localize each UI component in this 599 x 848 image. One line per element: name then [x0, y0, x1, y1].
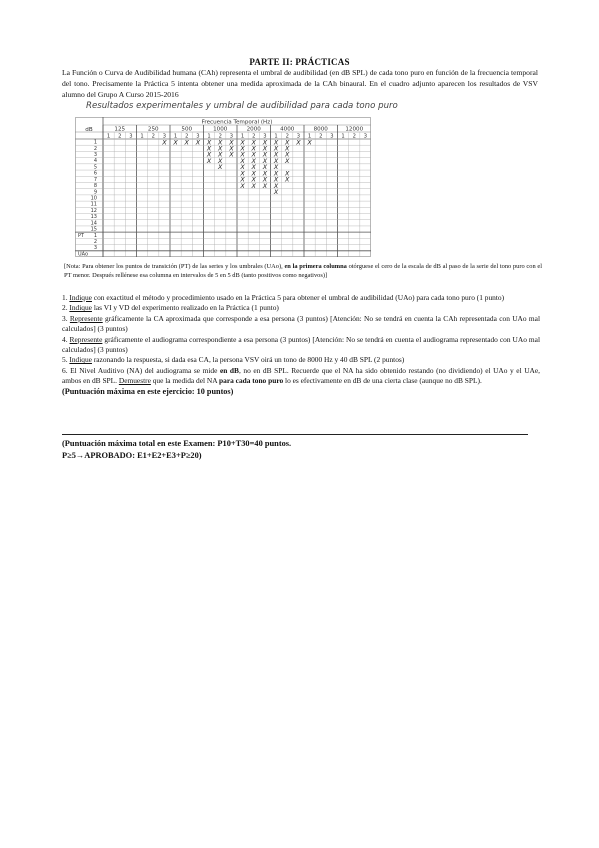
- response-mark: X: [251, 144, 256, 153]
- question-text: las VI y VD del experimento realizado en la Práctica (1 punto): [91, 303, 279, 313]
- frequency-label: 2000: [246, 126, 261, 133]
- frequency-label: 250: [147, 126, 159, 133]
- row-label: 3: [93, 152, 97, 159]
- intro-paragraph: La Función o Curva de Audibilidad humana (CAh) representa el umbral de audibilidad (en dB SPL) de cada tono puro en función de la frecuencia temporal del tono. Precisamente la Práctica 5 intenta obtener una medida aproximada de la CAh binaural. En el cuadro adjunto aparecen los resultados de VSV alumno del Grupo A Curso 2015-2016: [62, 68, 538, 100]
- series-number: 3: [330, 133, 334, 140]
- response-mark: X: [262, 144, 268, 153]
- footer-pass-rule: P≥5→APROBADO: E1+E2+E3+P≥20): [62, 451, 202, 460]
- response-mark: X: [229, 138, 234, 147]
- response-mark: X: [229, 150, 234, 159]
- response-mark: X: [206, 150, 212, 159]
- question-text: gráficamente la CA aproximada que corresponde a esa persona (3 puntos) [Atención: No se tendrá en cuenta la CAh representada con UAo mal calculados] (3 puntos): [62, 313, 540, 334]
- response-mark: X: [285, 156, 290, 165]
- response-mark: X: [262, 169, 268, 178]
- series-number: 2: [218, 133, 222, 140]
- question-1: [62, 293, 540, 303]
- series-number: 1: [207, 133, 211, 140]
- frequency-label: 500: [181, 126, 193, 133]
- response-mark: X: [273, 150, 279, 159]
- response-mark: X: [285, 138, 290, 147]
- response-mark: X: [273, 169, 279, 178]
- response-mark: X: [218, 163, 223, 172]
- series-number: 2: [118, 133, 122, 140]
- question-bold-text: en dB: [219, 365, 239, 375]
- series-number: 3: [196, 133, 200, 140]
- row-label: 7: [93, 176, 97, 183]
- row-label: 14: [90, 220, 97, 227]
- series-number: 1: [274, 133, 278, 140]
- question-verb: Indique: [69, 355, 92, 365]
- response-mark: X: [218, 144, 223, 153]
- question-text: gráficamente el audiograma correspondiente a esa persona (3 puntos) [Atención: No se tendrá en cuenta el audiograma representado con UAo mal calculados] (3 puntos): [62, 334, 541, 355]
- row-label: 2: [93, 238, 97, 245]
- frequency-label: 8000: [313, 126, 328, 133]
- response-mark: X: [184, 138, 189, 147]
- response-mark: X: [218, 150, 223, 159]
- response-mark: X: [240, 138, 245, 147]
- question-3: [62, 314, 540, 335]
- question-2: [62, 303, 540, 313]
- response-mark: X: [273, 187, 279, 196]
- row-label: 1: [93, 139, 97, 146]
- series-number: 3: [363, 133, 368, 140]
- question-number: 3.: [62, 313, 70, 323]
- question-verb: Indique: [69, 303, 92, 313]
- response-mark: X: [240, 181, 245, 190]
- response-mark: X: [285, 175, 290, 184]
- response-mark: X: [296, 138, 301, 147]
- response-mark: X: [307, 138, 312, 147]
- response-mark: X: [285, 169, 290, 178]
- frequency-label: 1000: [213, 126, 228, 133]
- response-mark: X: [251, 156, 256, 165]
- response-mark: X: [218, 156, 223, 165]
- results-table: [75, 117, 371, 257]
- figure-title: Resultados experimentales y umbral de audibilidad para cada tono puro: [86, 101, 398, 111]
- response-mark: X: [240, 175, 245, 184]
- question-text: razonando la respuesta, si dada esa CA, la persona VSV oirá un tono de 8000 Hz y 40 dB SPL (2 puntos): [91, 355, 405, 365]
- row-label: 12: [90, 207, 97, 214]
- response-mark: X: [273, 175, 279, 184]
- question-verb: Demuestre: [118, 376, 151, 386]
- note-text-end: otórguese el cero de la escala de dB al paso de la serie del tono puro con el PT menor. Después rellénese esa columna en intervalos de 5 en 5 dB (tanto positivos como negativos)]: [64, 263, 543, 279]
- response-mark: X: [162, 138, 167, 147]
- response-mark: X: [251, 169, 256, 178]
- series-number: 2: [319, 133, 323, 140]
- uao-label: UAo: [78, 251, 89, 257]
- footer-total-points: (Puntuación máxima total en este Examen: P10+T30=40 puntos.: [62, 439, 292, 448]
- row-label: 15: [90, 226, 97, 233]
- response-mark: X: [273, 156, 279, 165]
- question-5: [62, 355, 540, 365]
- question-4: [62, 335, 540, 356]
- frequency-label: 12000: [345, 126, 364, 133]
- row-label: 11: [90, 201, 97, 208]
- response-mark: X: [273, 181, 279, 190]
- response-mark: X: [262, 175, 268, 184]
- response-mark: X: [218, 138, 223, 147]
- divider-line: [62, 434, 528, 435]
- question-text: que la medida del NA: [150, 376, 220, 386]
- note-text-start: [Nota: Para obtener los puntos de transición (PT) de las series y los umbrales (UAo),: [64, 263, 285, 270]
- response-mark: X: [251, 175, 256, 184]
- question-6: [62, 366, 540, 387]
- question-text: con exactitud el método y procedimiento usado en la Práctica 5 para obtener el umbral de audibilidad (UAo) para cada tono puro (1 punto): [91, 293, 505, 302]
- row-label: 2: [93, 145, 97, 152]
- frequency-label: 125: [114, 126, 126, 133]
- question-bold-text: para cada tono puro: [219, 376, 284, 386]
- question-verb: Represente: [69, 334, 103, 344]
- response-mark: X: [251, 181, 256, 190]
- response-mark: X: [240, 144, 245, 153]
- question-number: 4.: [62, 334, 70, 344]
- row-label: 10: [90, 195, 97, 202]
- response-mark: X: [273, 138, 279, 147]
- frequency-label: 4000: [280, 126, 295, 133]
- table-note: [64, 262, 542, 280]
- series-number: 3: [162, 133, 167, 140]
- series-number: 1: [106, 133, 111, 140]
- response-mark: X: [206, 156, 212, 165]
- response-mark: X: [240, 150, 245, 159]
- response-mark: X: [285, 150, 290, 159]
- row-label: 13: [90, 214, 97, 221]
- section-title: PARTE II: PRÁCTICAS: [249, 57, 350, 67]
- response-mark: X: [285, 144, 290, 153]
- freq-header: Frecuencia Temporal (Hz): [201, 119, 273, 126]
- row-label: 9: [93, 189, 97, 196]
- max-points-line: (Puntuación máxima en este ejercicio: 10 puntos): [62, 386, 234, 396]
- series-number: 2: [252, 133, 256, 140]
- row-label: 5: [93, 164, 97, 171]
- response-mark: X: [262, 181, 268, 190]
- row-label: 1: [93, 232, 97, 239]
- question-number: 1.: [62, 293, 70, 302]
- response-mark: X: [173, 138, 178, 147]
- series-number: 2: [151, 133, 155, 140]
- series-number: 2: [185, 133, 189, 140]
- question-number: 2.: [62, 303, 70, 313]
- note-bold-text: en la primera columna: [284, 263, 347, 270]
- series-number: 3: [129, 133, 133, 140]
- question-text: lo es efectivamente en dB de una cierta clase (aunque no dB SPL).: [283, 376, 482, 386]
- row-label: 4: [93, 158, 97, 165]
- response-mark: X: [251, 150, 256, 159]
- series-number: 3: [229, 133, 234, 140]
- response-mark: X: [262, 150, 268, 159]
- response-mark: X: [251, 163, 256, 172]
- response-mark: X: [240, 156, 245, 165]
- response-mark: X: [240, 163, 245, 172]
- question-verb: Indique: [69, 293, 92, 302]
- series-number: 3: [296, 133, 301, 140]
- row-label: 6: [93, 170, 97, 177]
- response-mark: X: [262, 163, 268, 172]
- results-table-grid: [75, 117, 371, 257]
- question-text: , no en dB SPL. Recuerde que el NA ha sido obtenido restando (no dividiendo) el UAo y el UAe, ambos en dB SPL.: [62, 365, 541, 386]
- series-number: 1: [307, 133, 312, 140]
- row-label: 3: [93, 245, 97, 252]
- question-list: [62, 293, 540, 397]
- response-mark: X: [262, 156, 268, 165]
- series-number: 1: [140, 133, 144, 140]
- response-mark: X: [240, 169, 245, 178]
- response-mark: X: [262, 138, 268, 147]
- db-label: dB: [85, 127, 93, 133]
- pt-label: PT: [78, 232, 85, 239]
- series-number: 2: [352, 133, 356, 140]
- response-mark: X: [273, 163, 279, 172]
- series-number: 1: [240, 133, 245, 140]
- response-mark: X: [273, 144, 279, 153]
- exam-footer: [62, 438, 291, 462]
- series-number: 3: [263, 133, 267, 140]
- response-mark: X: [195, 138, 201, 147]
- question-text: 6. El Nivel Auditivo (NA) del audiograma se mide: [62, 365, 220, 375]
- series-number: 1: [173, 133, 178, 140]
- response-mark: X: [206, 144, 212, 153]
- question-verb: Represente: [69, 313, 103, 323]
- response-mark: X: [229, 144, 234, 153]
- response-mark: X: [206, 138, 212, 147]
- series-number: 2: [285, 133, 289, 140]
- row-label: 8: [93, 183, 97, 190]
- question-number: 5.: [62, 355, 70, 365]
- response-mark: X: [251, 138, 256, 147]
- series-number: 1: [341, 133, 345, 140]
